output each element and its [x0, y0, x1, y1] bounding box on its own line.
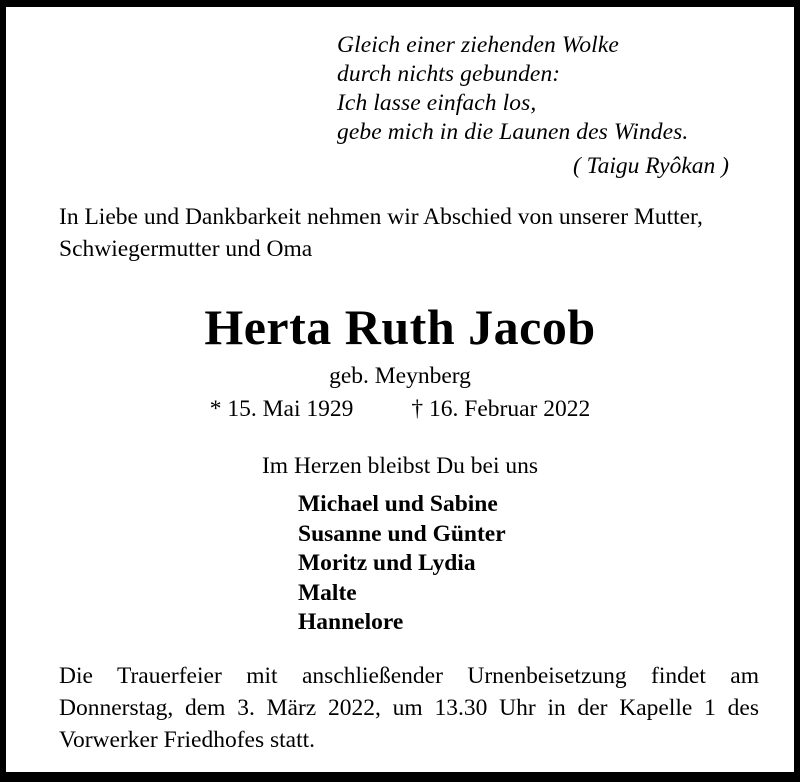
family-member: Michael und Sabine — [298, 491, 498, 517]
deceased-name: Herta Ruth Jacob — [204, 299, 596, 355]
memorial-line: Im Herzen bleibst Du bei uns — [261, 453, 539, 479]
poem-line-1: Gleich einer ziehenden Wolke — [337, 32, 619, 58]
service-line-3: Vorwerker Friedhofes statt. — [59, 727, 316, 753]
birth-date: * 15. Mai 1929 — [209, 396, 354, 422]
service-line-2: Donnerstag, dem 3. März 2022, um 13.30 Uhr in der Kapelle 1 des — [59, 695, 759, 721]
deceased-name-block — [6, 299, 794, 424]
intro-paragraph: In Liebe und Dankbarkeit nehmen wir Abschied von unserer Mutter, Schwiegermutter und Oma — [59, 204, 703, 262]
maiden-name: geb. Meynberg — [329, 363, 471, 389]
poem-block — [337, 31, 757, 181]
poem-line-2: durch nichts gebunden: — [337, 61, 561, 87]
family-member: Moritz und Lydia — [298, 550, 476, 576]
family-member: Malte — [298, 579, 357, 606]
life-dates — [6, 394, 794, 424]
family-member: Susanne und Günter — [298, 520, 506, 547]
poem-line-3: Ich lasse einfach los, — [337, 90, 537, 116]
poem-line-4: gebe mich in die Launen des Windes. — [337, 119, 689, 145]
family-member: Hannelore — [298, 609, 404, 635]
poem-attribution: ( Taigu Ryôkan ) — [572, 153, 729, 179]
death-date: † 16. Februar 2022 — [411, 396, 591, 422]
service-line-1: Die Trauerfeier mit anschließender Urnenbeisetzung findet am — [59, 663, 759, 689]
notice-content — [6, 7, 794, 772]
service-details — [59, 660, 759, 756]
family-list — [298, 490, 718, 638]
